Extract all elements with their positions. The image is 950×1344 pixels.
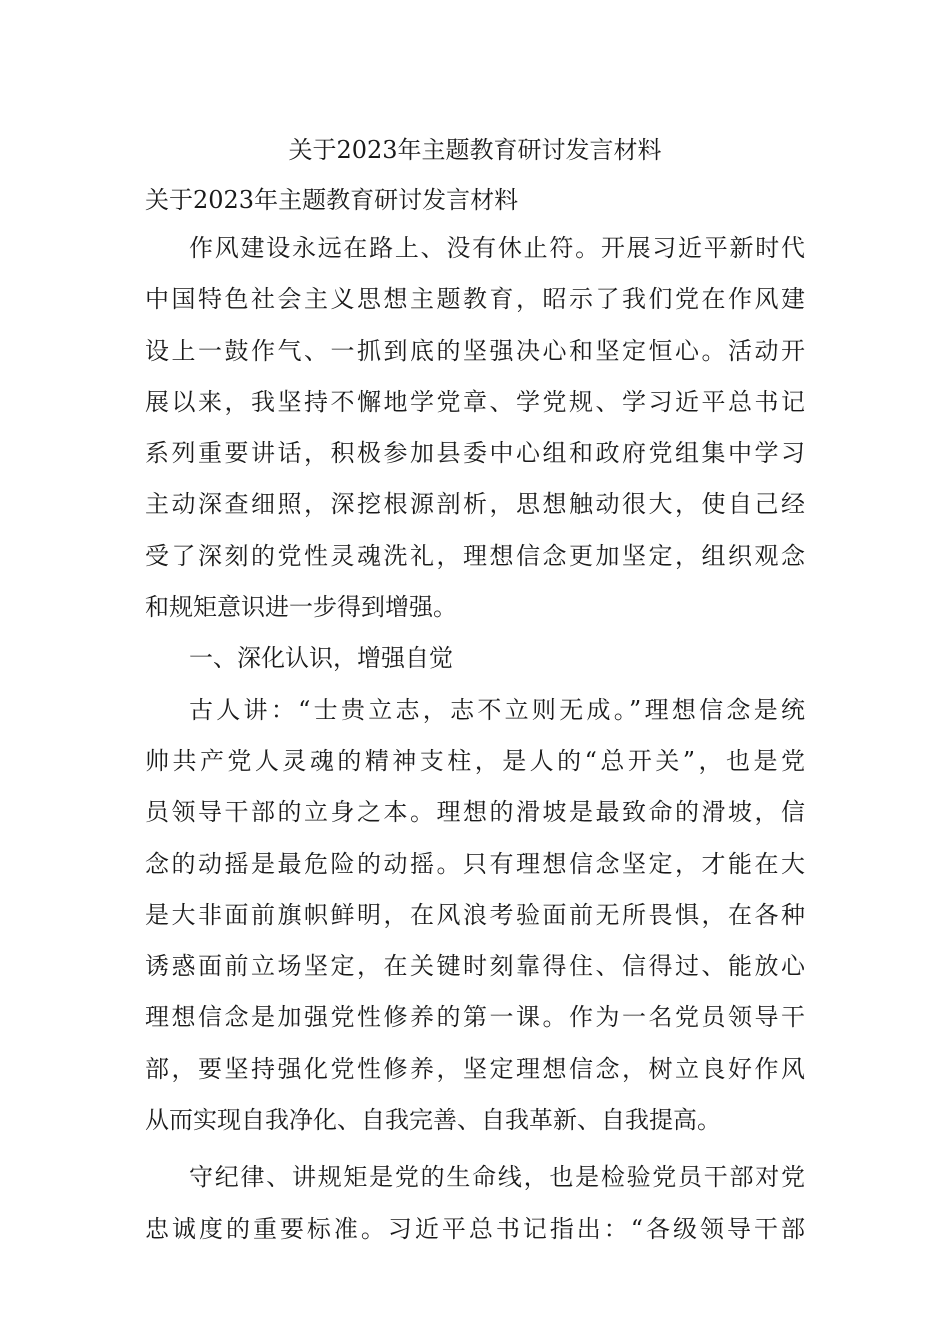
paragraph-line: 古人讲：“士贵立志，志不立则无成。”理想信念是统 [189,695,805,724]
paragraph-line: 诱惑面前立场坚定，在关键时刻靠得住、信得过、能放心 [145,952,805,981]
paragraph-line: 帅共产党人灵魂的精神支柱，是人的“总开关”，也是党 [145,746,805,775]
paragraph-line: 设上一鼓作气、一抓到底的坚强决心和坚定恒心。活动开 [145,336,805,365]
paragraph-line: 部，要坚持强化党性修养，坚定理想信念，树立良好作风 [145,1054,805,1083]
paragraph-line: 系列重要讲话，积极参加县委中心组和政府党组集中学习 [145,439,805,468]
paragraph-line: 是大非面前旗帜鲜明，在风浪考验面前无所畏惧，在各种 [145,900,805,929]
paragraph-line: 中国特色社会主义思想主题教育，昭示了我们党在作风建 [145,285,805,314]
paragraph-line: 守纪律、讲规矩是党的生命线，也是检验党员干部对党 [189,1163,805,1192]
paragraph-line: 和规矩意识进一步得到增强。 [145,593,457,622]
paragraph-line: 主动深查细照，深挖根源剖析，思想触动很大，使自己经 [145,490,805,519]
section-heading: 一、深化认识，增强自觉 [189,644,453,673]
document-title: 关于2023年主题教育研讨发言材料 [288,136,662,164]
paragraph-line: 作风建设永远在路上、没有休止符。开展习近平新时代 [189,234,805,262]
paragraph-line: 从而实现自我净化、自我完善、自我革新、自我提高。 [145,1106,721,1135]
paragraph-line: 忠诚度的重要标准。习近平总书记指出：“各级领导干部 [145,1214,805,1243]
document-body [145,230,805,1262]
paragraph-line: 念的动摇是最危险的动摇。只有理想信念坚定，才能在大 [145,849,805,878]
paragraph-line: 受了深刻的党性灵魂洗礼，理想信念更加坚定，组织观念 [145,541,805,570]
paragraph-line: 展以来，我坚持不懈地学党章、学党规、学习近平总书记 [145,387,805,416]
paragraph-line: 员领导干部的立身之本。理想的滑坡是最致命的滑坡，信 [145,798,805,827]
document-subtitle: 关于2023年主题教育研讨发言材料 [145,186,519,214]
paragraph-line: 理想信念是加强党性修养的第一课。作为一名党员领导干 [145,1003,805,1032]
